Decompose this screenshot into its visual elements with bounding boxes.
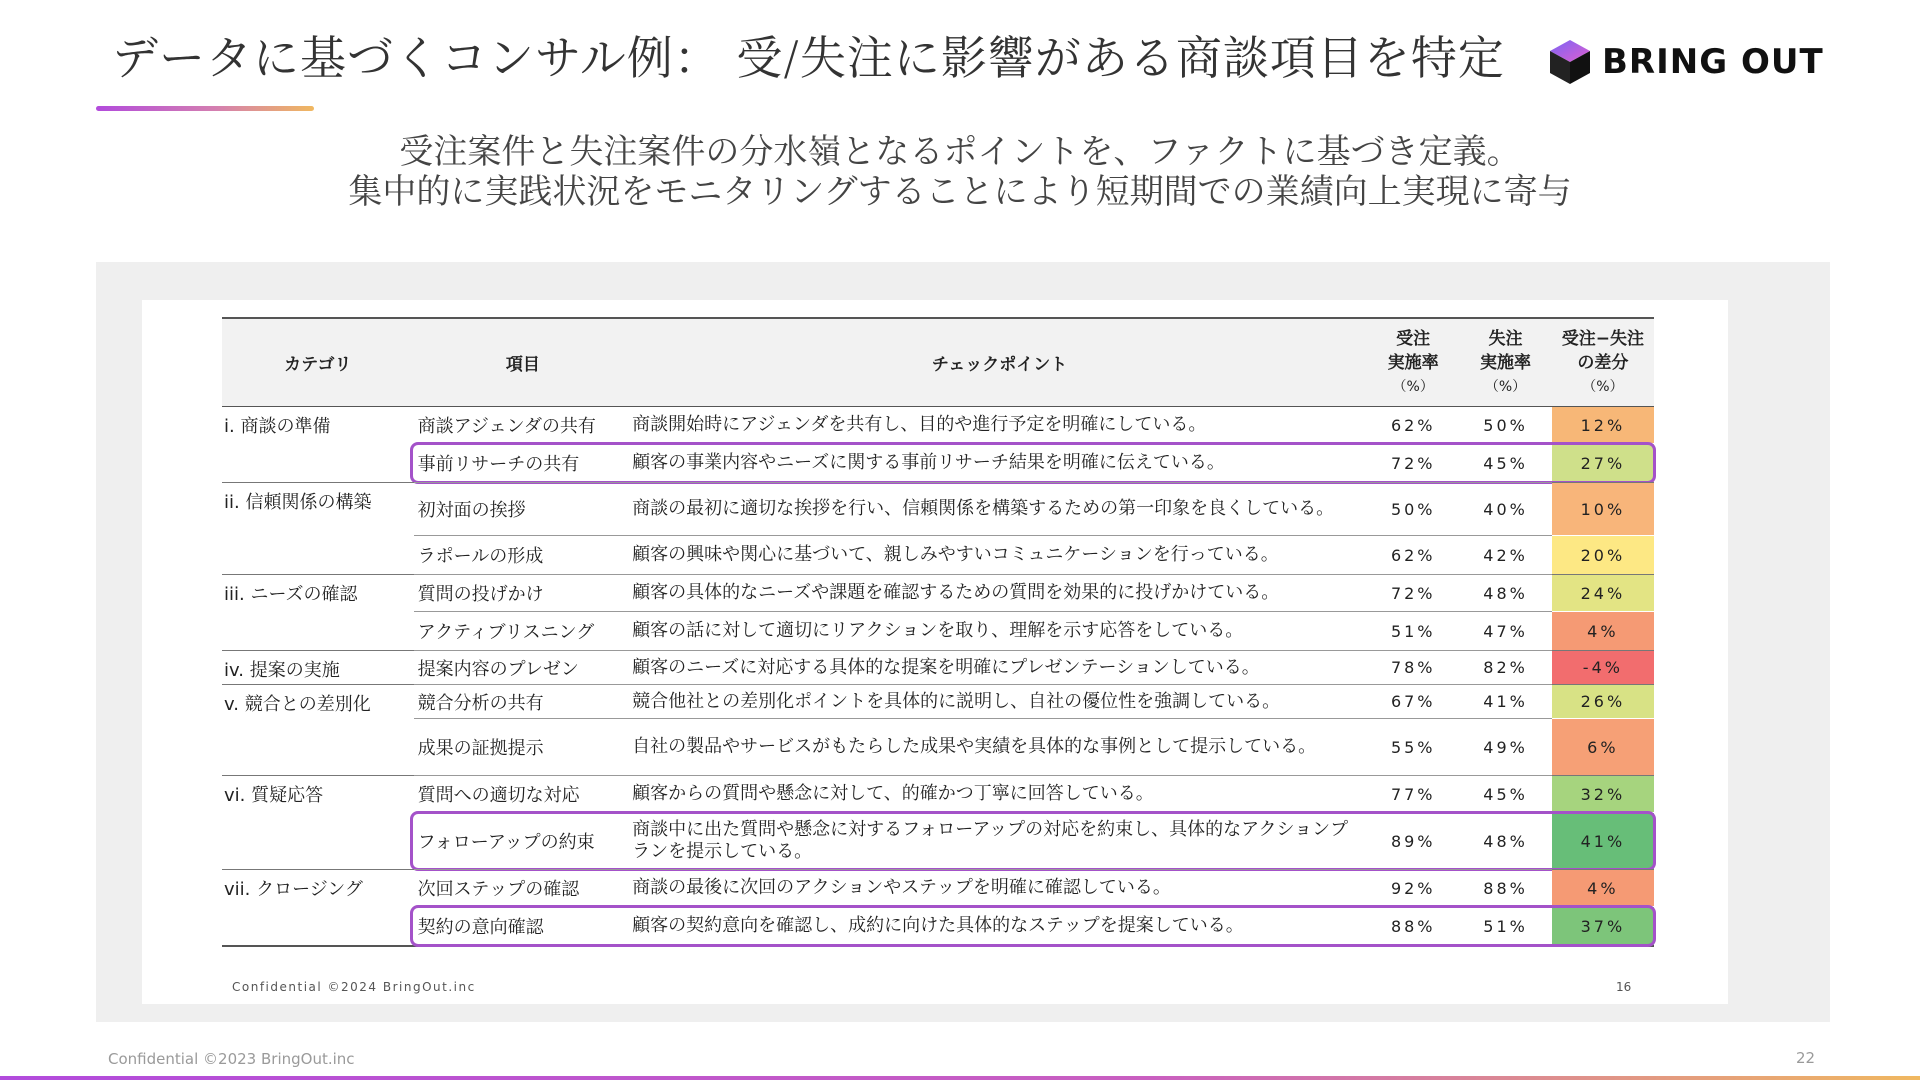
row-category: v. 競合との差別化: [224, 694, 371, 715]
row-item: 質問への適切な対応: [414, 775, 632, 812]
row-diff: 27%: [1552, 444, 1654, 482]
row-checkpoint: 競合他社との差別化ポイントを具体的に説明し、自社の優位性を強調している。: [632, 684, 1367, 718]
row-diff: -4%: [1552, 651, 1654, 684]
row-checkpoint: 顧客の話に対して適切にリアクションを取り、理解を示す応答をしている。: [632, 611, 1367, 650]
table-row: [222, 718, 1654, 775]
row-checkpoint: 商談開始時にアジェンダを共有し、目的や進行予定を明確にしている。: [632, 414, 1207, 435]
row-won-rate: 67%: [1367, 684, 1459, 718]
header-won-rate-l1: 受注: [1396, 328, 1431, 349]
row-category: [222, 612, 414, 650]
row-checkpoint: 顧客のニーズに対応する具体的な提案を明確にプレゼンテーションしている。: [632, 650, 1367, 684]
row-won-rate: 72%: [1367, 443, 1459, 482]
subtitle-line-1: 受注案件と失注案件の分水嶺となるポイントを、ファクトに基づき定義。: [399, 132, 1521, 172]
footer-accent-line: [0, 1076, 1920, 1080]
table-row: [222, 482, 1654, 535]
row-item: アクティブリスニング: [414, 611, 632, 650]
logo-text: BRING OUT: [1602, 42, 1824, 82]
row-category: [222, 444, 414, 482]
table-body: [222, 407, 1654, 945]
row-item: 初対面の挨拶: [414, 482, 632, 535]
slide-footer-copyright: Confidential ©2024 BringOut.inc: [232, 980, 476, 994]
checkpoint-table: [222, 317, 1654, 947]
row-category: vi. 質疑応答: [224, 785, 324, 806]
row-diff: 4%: [1552, 870, 1654, 906]
row-diff: 41%: [1552, 813, 1654, 869]
row-lost-rate: 45%: [1459, 775, 1551, 812]
header-lost-rate-l1: 失注: [1488, 328, 1523, 349]
row-won-rate: 89%: [1367, 812, 1459, 869]
header-diff: [1552, 327, 1654, 399]
row-won-rate: 62%: [1367, 535, 1459, 574]
row-diff: 10%: [1552, 483, 1654, 535]
row-checkpoint: 商談中に出た質問や懸念に対するフォローアップの対応を約束し、具体的なアクションプランを提示している。: [632, 812, 1367, 869]
title-underline: [96, 106, 314, 111]
row-lost-rate: 42%: [1459, 535, 1551, 574]
row-diff: 37%: [1552, 907, 1654, 945]
row-diff: 6%: [1552, 719, 1654, 775]
table-row: [222, 574, 1654, 611]
table-row: [222, 775, 1654, 812]
row-checkpoint: 顧客の具体的なニーズや課題を確認するための質問を効果的に投げかけている。: [632, 574, 1367, 611]
row-lost-rate: 45%: [1459, 443, 1551, 482]
row-won-rate: 55%: [1367, 718, 1459, 775]
row-lost-rate: 50%: [1483, 415, 1528, 435]
header-lost-rate: [1459, 327, 1551, 399]
cube-logo-icon: [1548, 38, 1592, 86]
subtitle-line-2: 集中的に実践状況をモニタリングすることにより短期間での業績向上実現に寄与: [348, 172, 1572, 212]
row-checkpoint: 商談の最初に適切な挨拶を行い、信頼関係を構築するための第一印象を良くしている。: [632, 482, 1367, 535]
footer-copyright: Confidential ©2023 BringOut.inc: [108, 1050, 355, 1068]
row-category: i. 商談の準備: [224, 416, 331, 437]
row-diff: 26%: [1552, 685, 1654, 718]
table-row: [222, 812, 1654, 869]
header-diff-l1: 受注−失注: [1561, 328, 1644, 349]
row-won-rate: 51%: [1367, 611, 1459, 650]
header-lost-rate-l3: （%）: [1484, 378, 1527, 395]
subtitle: [0, 132, 1920, 212]
table-row: [222, 535, 1654, 574]
table-row: [222, 650, 1654, 684]
row-checkpoint: 顧客からの質問や懸念に対して、的確かつ丁寧に回答している。: [632, 775, 1367, 812]
row-lost-rate: 88%: [1459, 869, 1551, 906]
row-category: [222, 907, 414, 945]
header-won-rate: [1367, 327, 1459, 399]
row-won-rate: 62%: [1390, 415, 1436, 435]
row-won-rate: 72%: [1367, 574, 1459, 611]
row-lost-rate: 41%: [1459, 684, 1551, 718]
row-category: [222, 813, 414, 869]
row-diff: 24%: [1552, 575, 1654, 611]
row-category: vii. クロージング: [224, 879, 363, 900]
row-category: ii. 信頼関係の構築: [224, 492, 372, 513]
row-category: iv. 提案の実施: [224, 660, 340, 681]
table-row: [222, 684, 1654, 718]
row-diff: 32%: [1552, 776, 1654, 812]
page-title: データに基づくコンサル例： 受/失注に影響がある商談項目を特定: [112, 31, 1505, 85]
header-won-rate-l2: 実施率: [1387, 352, 1439, 373]
row-item: 次回ステップの確認: [414, 869, 632, 906]
slide-footer-page-number: 16: [1616, 980, 1632, 994]
row-checkpoint: 顧客の契約意向を確認し、成約に向けた具体的なステップを提案している。: [632, 906, 1367, 945]
table-row: [222, 407, 1654, 443]
row-item: 成果の証拠提示: [414, 718, 632, 775]
header-checkpoint: チェックポイント: [931, 355, 1068, 375]
header-lost-rate-l2: 実施率: [1480, 352, 1532, 373]
row-lost-rate: 48%: [1459, 812, 1551, 869]
row-item: 事前リサーチの共有: [414, 443, 632, 482]
row-diff: 20%: [1552, 536, 1654, 574]
table-row: [222, 906, 1654, 945]
row-checkpoint: 自社の製品やサービスがもたらした成果や実績を具体的な事例として提示している。: [632, 718, 1367, 775]
row-lost-rate: 49%: [1459, 718, 1551, 775]
header-diff-l3: （%）: [1582, 378, 1624, 395]
row-checkpoint: 顧客の興味や関心に基づいて、親しみやすいコミュニケーションを行っている。: [632, 535, 1367, 574]
row-won-rate: 77%: [1367, 775, 1459, 812]
table-header: [222, 319, 1654, 407]
row-won-rate: 92%: [1367, 869, 1459, 906]
row-lost-rate: 51%: [1459, 906, 1551, 945]
header-diff-l2: の差分: [1577, 352, 1629, 373]
row-diff: 12%: [1552, 407, 1654, 443]
row-item: 商談アジェンダの共有: [417, 416, 596, 437]
table-row: [222, 869, 1654, 906]
row-item: 質問の投げかけ: [414, 574, 632, 611]
row-category: [222, 719, 414, 775]
row-won-rate: 50%: [1367, 482, 1459, 535]
brand-logo: [1548, 36, 1828, 88]
row-category: iii. ニーズの確認: [224, 584, 358, 605]
footer-page-number: 22: [1796, 1049, 1816, 1067]
row-won-rate: 78%: [1367, 650, 1459, 684]
header-item: 項目: [505, 355, 540, 375]
row-item: フォローアップの約束: [414, 812, 632, 869]
row-lost-rate: 48%: [1459, 574, 1551, 611]
row-lost-rate: 47%: [1459, 611, 1551, 650]
row-item: ラポールの形成: [414, 535, 632, 574]
row-diff: 4%: [1552, 612, 1654, 650]
row-item: 提案内容のプレゼン: [414, 650, 632, 684]
row-checkpoint: 商談の最後に次回のアクションやステップを明確に確認している。: [632, 869, 1367, 906]
row-item: 競合分析の共有: [414, 684, 632, 718]
table-row: [222, 443, 1654, 482]
row-won-rate: 88%: [1367, 906, 1459, 945]
row-checkpoint: 顧客の事業内容やニーズに関する事前リサーチ結果を明確に伝えている。: [632, 443, 1367, 482]
embedded-slide: [142, 300, 1728, 1004]
row-lost-rate: 82%: [1459, 650, 1551, 684]
row-category: [222, 536, 414, 574]
row-item: 契約の意向確認: [414, 906, 632, 945]
row-lost-rate: 40%: [1459, 482, 1551, 535]
table-row: [222, 611, 1654, 650]
header-category: カテゴリ: [284, 355, 352, 375]
header-won-rate-l3: （%）: [1392, 378, 1434, 395]
